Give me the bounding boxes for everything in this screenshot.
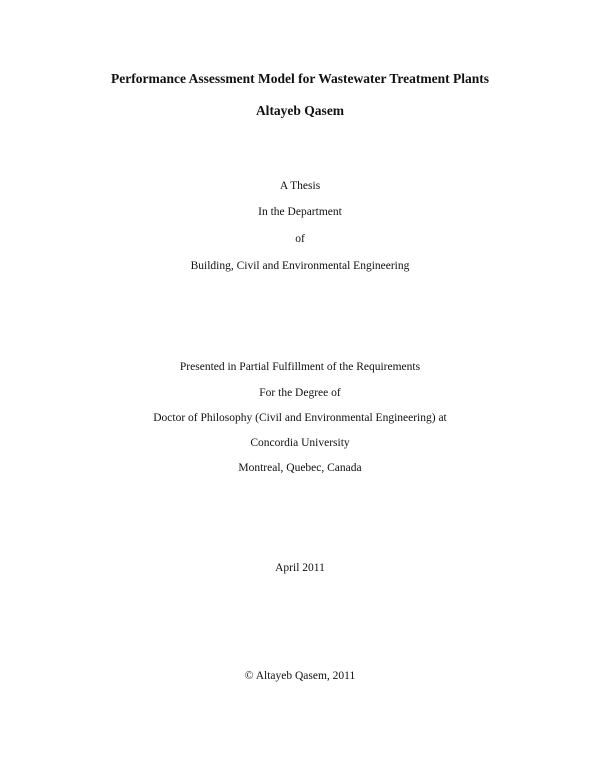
fulfillment-statement: Presented in Partial Fulfillment of the Requirements bbox=[179, 361, 421, 373]
university-name: Concordia University bbox=[250, 437, 350, 449]
department-name: Building, Civil and Environmental Engineering bbox=[190, 260, 410, 272]
degree-intro: For the Degree of bbox=[259, 387, 341, 399]
submission-date: April 2011 bbox=[275, 562, 325, 574]
thesis-title: Performance Assessment Model for Wastewater Treatment Plants bbox=[111, 71, 489, 86]
university-location: Montreal, Quebec, Canada bbox=[238, 462, 362, 474]
department-of: of bbox=[295, 233, 305, 245]
copyright-notice: © Altayeb Qasem, 2011 bbox=[244, 670, 356, 682]
author-name: Altayeb Qasem bbox=[255, 103, 345, 118]
thesis-label: A Thesis bbox=[279, 180, 321, 192]
degree-name: Doctor of Philosophy (Civil and Environmental Engineering) at bbox=[153, 412, 447, 424]
department-intro: In the Department bbox=[258, 206, 342, 218]
